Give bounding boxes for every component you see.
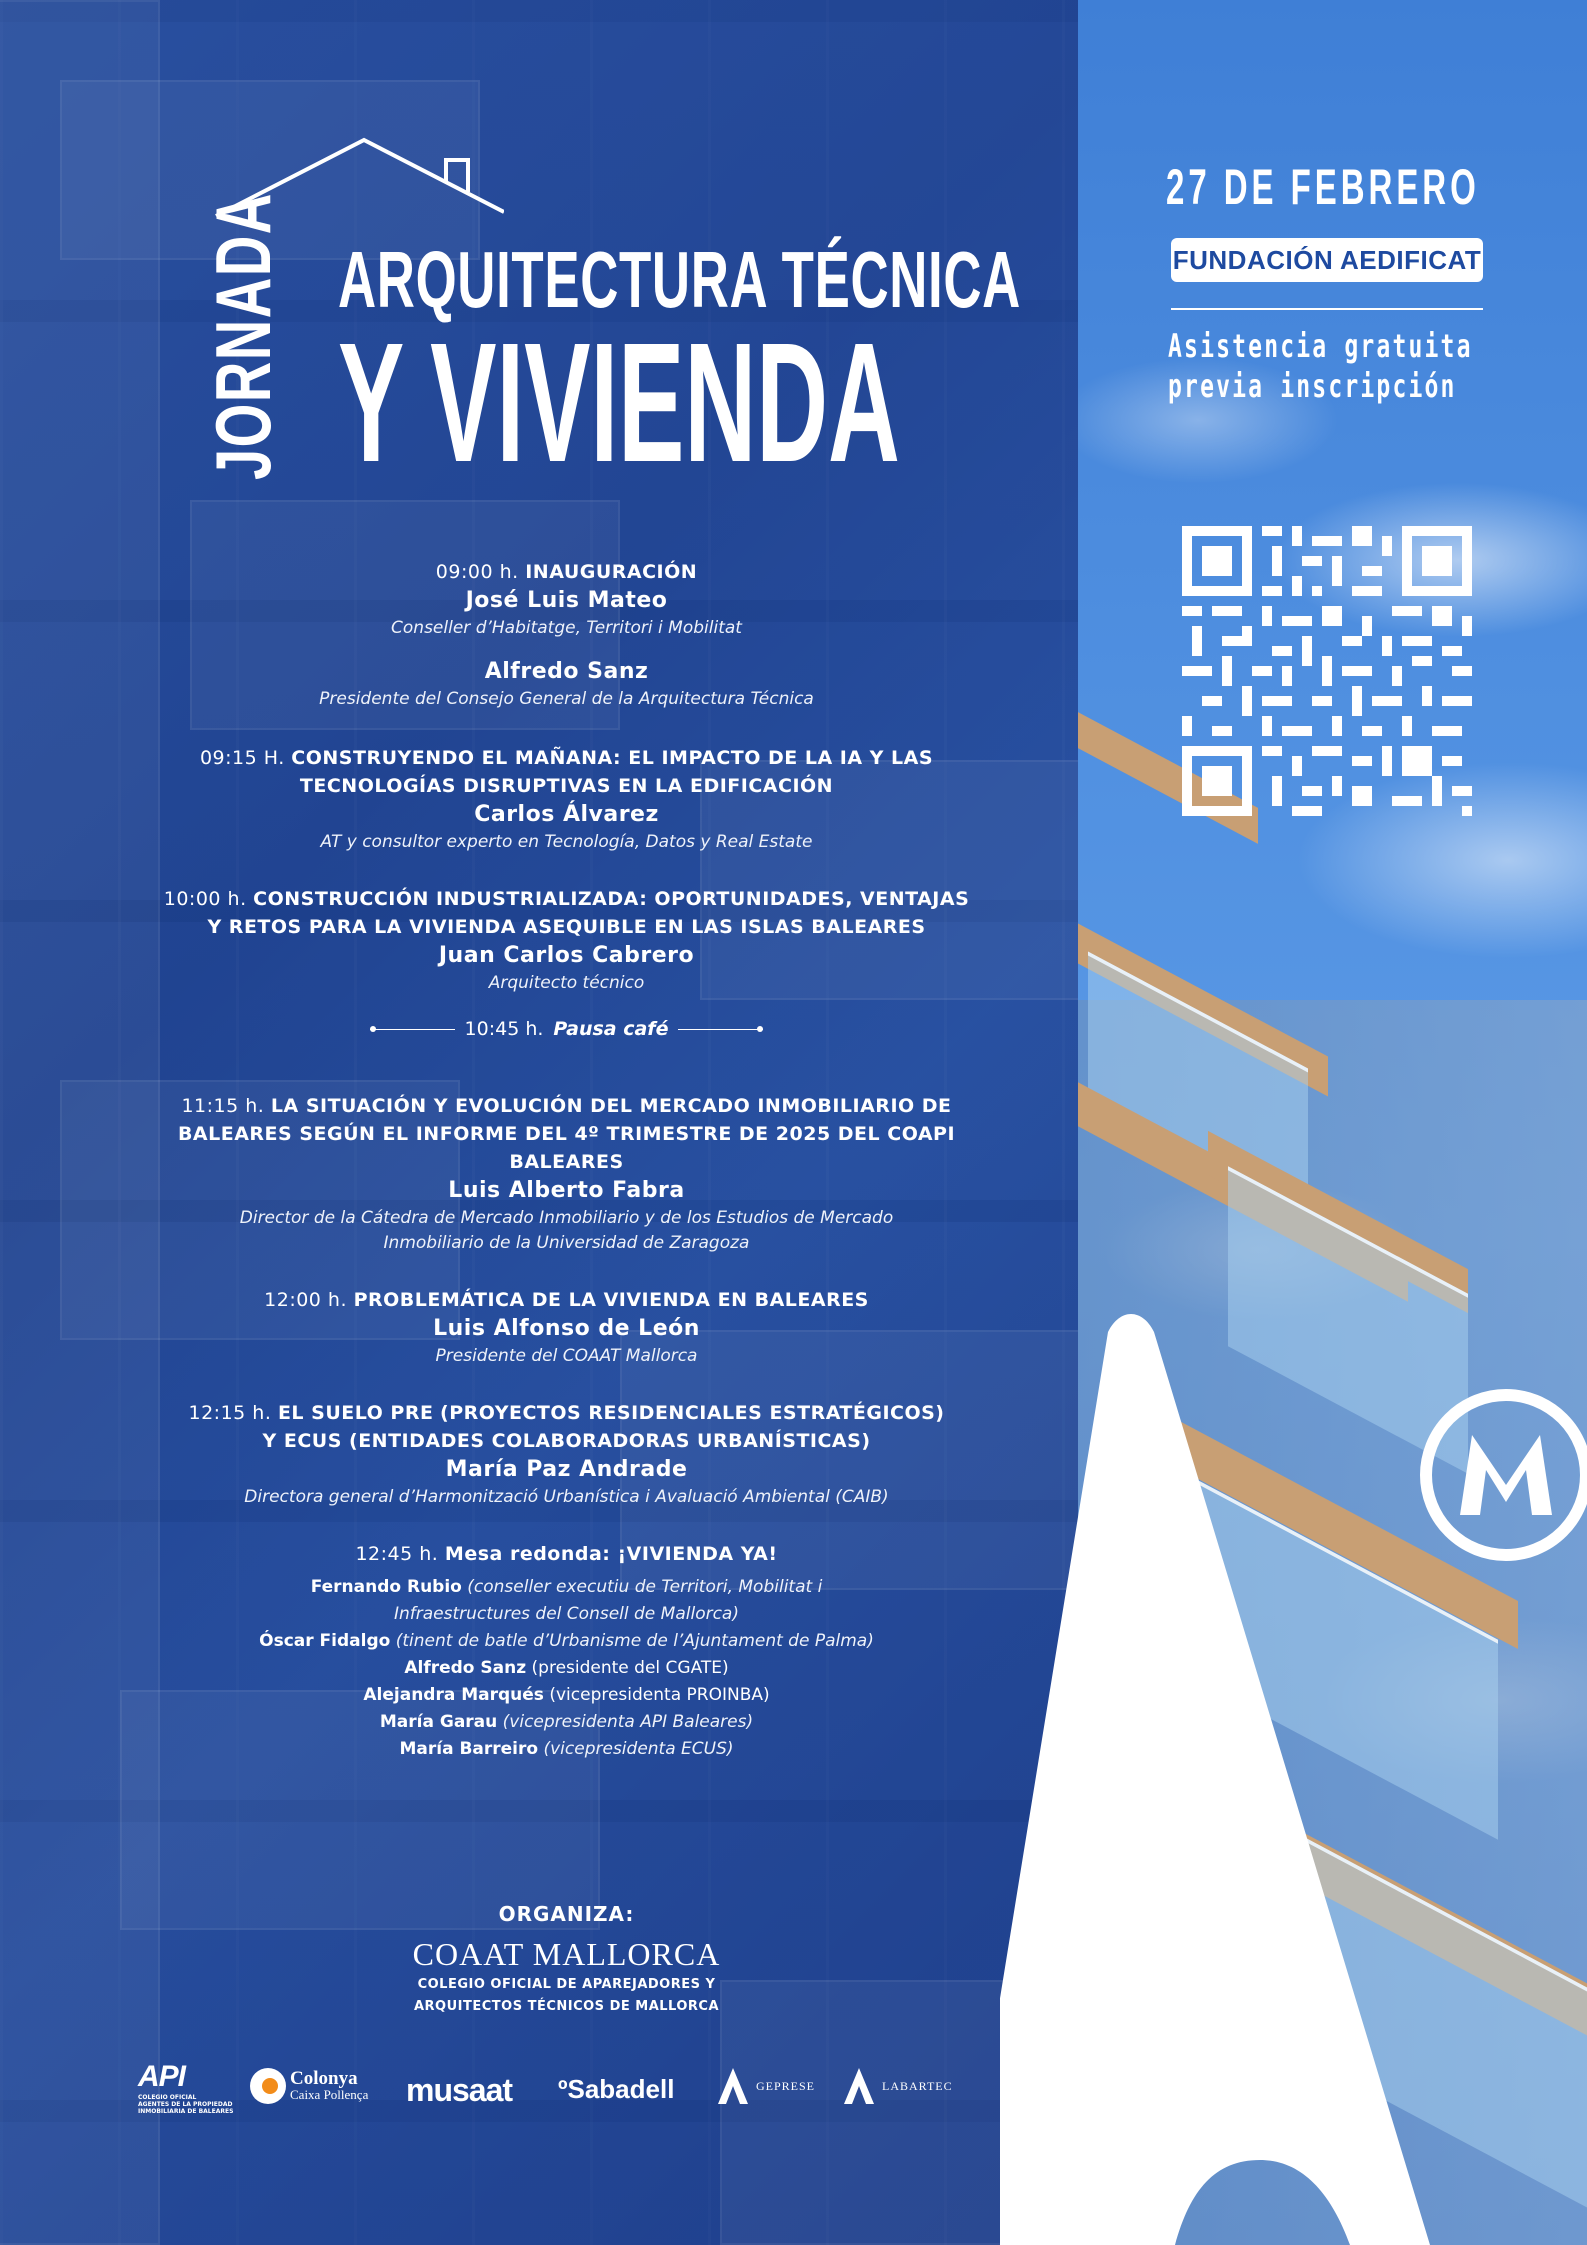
labartec-logo bbox=[842, 2066, 953, 2106]
speaker-name: Alfredo Sanz bbox=[484, 659, 649, 684]
venue-badge: FUNDACIÓN AEDIFICAT bbox=[1171, 238, 1483, 282]
speaker-name: Juan Carlos Cabrero bbox=[438, 943, 695, 968]
panelist bbox=[110, 1682, 1023, 1709]
session-time: 09:00 h. bbox=[435, 561, 519, 583]
event-date bbox=[1166, 158, 1496, 218]
api-logo-subtext: COLEGIO OFICIAL bbox=[138, 2094, 197, 2101]
colonya-icon bbox=[250, 2068, 286, 2104]
session-topic: TECNOLOGÍAS DISRUPTIVAS EN LA EDIFICACIÓN bbox=[299, 775, 834, 797]
panelist-role: (tinent de batle d’Urbanisme de l’Ajuntament de Palma) bbox=[395, 1631, 874, 1651]
api-logo-text: API bbox=[138, 2060, 186, 2093]
break-label: Pausa café bbox=[553, 1018, 669, 1040]
geprese-a-icon bbox=[716, 2066, 750, 2106]
session-topic: Mesa redonda: ¡VIVIENDA YA! bbox=[444, 1543, 778, 1565]
registration-line: previa inscripción bbox=[1168, 367, 1457, 405]
divider bbox=[1171, 308, 1483, 310]
panelist-role: (vicepresidenta API Baleares) bbox=[502, 1712, 754, 1732]
session-topic: Y ECUS (ENTIDADES COLABORADORAS URBANÍSTICAS) bbox=[262, 1430, 871, 1452]
organizer-subtitle: ARQUITECTOS TÉCNICOS DE MALLORCA bbox=[413, 1999, 720, 2014]
panelist bbox=[110, 1628, 1023, 1655]
session-time: 09:15 H. bbox=[199, 747, 285, 769]
aedificat-a-logo bbox=[1000, 1310, 1587, 2245]
api-logo-subtext: AGENTES DE LA PROPIEDAD bbox=[138, 2101, 233, 2108]
api-logo-subtext: INMOBILIARIA DE BALEARES bbox=[138, 2108, 234, 2115]
panelist bbox=[110, 1655, 1023, 1682]
break-time: 10:45 h. bbox=[464, 1018, 544, 1040]
colonya-logo-subtext: Caixa Pollença bbox=[290, 2087, 369, 2102]
session-time: 10:00 h. bbox=[163, 888, 247, 910]
geprese-logo bbox=[716, 2066, 815, 2106]
speaker-role: Arquitecto técnico bbox=[488, 973, 645, 993]
speaker-name: Luis Alfonso de León bbox=[433, 1316, 700, 1341]
session-ia bbox=[110, 744, 1023, 855]
speaker-role: Presidente del COAAT Mallorca bbox=[435, 1346, 698, 1366]
panelist-name: Alejandra Marqués bbox=[363, 1685, 544, 1705]
panelist-name: Fernando Rubio bbox=[310, 1577, 462, 1597]
organizer-label: ORGANIZA: bbox=[498, 1902, 635, 1926]
speaker-role: Conseller d’Habitatge, Territori i Mobilitat bbox=[391, 618, 742, 638]
speaker-role: Presidente del Consejo General de la Arquitectura Técnica bbox=[319, 689, 814, 709]
session-topic: (PROYECTOS RESIDENCIALES ESTRATÉGICOS) bbox=[440, 1402, 945, 1424]
musaat-logo: musaat bbox=[406, 2072, 513, 2108]
colonya-logo bbox=[250, 2068, 368, 2104]
coffee-break bbox=[110, 1018, 1023, 1040]
panelist-role: Infraestructures del Consell de Mallorca) bbox=[394, 1604, 739, 1624]
geprese-logo-text: GEPRESE bbox=[756, 2078, 816, 2093]
session-market bbox=[110, 1092, 1023, 1256]
session-topic: CONSTRUCCIÓN INDUSTRIALIZADA: OPORTUNIDADES, VENTAJAS bbox=[253, 888, 970, 910]
session-round-table bbox=[110, 1540, 1023, 1763]
labartec-logo-text: LABARTEC bbox=[882, 2078, 953, 2093]
session-topic: BALEARES bbox=[509, 1151, 624, 1173]
panelist-name: Alfredo Sanz bbox=[404, 1658, 527, 1678]
panelist-list bbox=[110, 1574, 1023, 1763]
session-time: 12:45 h. bbox=[355, 1543, 439, 1565]
title-line-1: ARQUITECTURA TÉCNICA bbox=[338, 235, 1021, 324]
organizer-subtitle: COLEGIO OFICIAL DE APAREJADORES Y bbox=[417, 1977, 716, 1992]
registration-line: Asistencia gratuita bbox=[1168, 327, 1473, 365]
speaker-role: Director de la Cátedra de Mercado Inmobiliario y de los Estudios de Mercado bbox=[239, 1208, 894, 1228]
speaker-role: AT y consultor experto en Tecnología, Datos y Real Estate bbox=[320, 832, 813, 852]
organizer-logo-text: COAAT MALLORCA bbox=[412, 1936, 721, 1972]
registration-qr-code[interactable] bbox=[1182, 526, 1472, 816]
api-logo bbox=[138, 2060, 234, 2115]
speaker-name: Luis Alberto Fabra bbox=[448, 1178, 685, 1203]
session-topic: INAUGURACIÓN bbox=[525, 561, 698, 583]
panelist-role: (presidente del CGATE) bbox=[531, 1658, 729, 1678]
jornada-label: JORNADA bbox=[199, 192, 287, 480]
session-topic: BALEARES SEGÚN EL INFORME DEL 4º TRIMESTRE DE 2025 DEL COAPI bbox=[177, 1123, 956, 1145]
panelist bbox=[110, 1574, 1023, 1601]
session-time: 11:15 h. bbox=[181, 1095, 265, 1117]
session-topic: LA SITUACIÓN Y EVOLUCIÓN DEL MERCADO INMOBILIARIO DE bbox=[270, 1095, 952, 1117]
session-industrialized bbox=[110, 885, 1023, 996]
speaker-name: José Luis Mateo bbox=[465, 588, 668, 613]
session-pre-ecus bbox=[110, 1399, 1023, 1510]
speaker-role: Inmobiliario de la Universidad de Zaragoza bbox=[383, 1233, 750, 1253]
panelist-role: (conseller executiu de Territori, Mobilitat i bbox=[467, 1577, 823, 1597]
session-topic: PROBLEMÁTICA DE LA VIVIENDA EN BALEARES bbox=[353, 1289, 869, 1311]
organizer-block bbox=[110, 1902, 1023, 2017]
panelist-name: María Garau bbox=[379, 1712, 498, 1732]
event-date-text: 27 DE FEBRERO bbox=[1166, 159, 1480, 215]
sabadell-logo: ºSabadell bbox=[558, 2074, 675, 2104]
panelist-name: María Barreiro bbox=[399, 1739, 539, 1759]
sponsor-logos bbox=[0, 2060, 1078, 2120]
speaker-name: María Paz Andrade bbox=[445, 1457, 688, 1482]
divider bbox=[370, 1029, 455, 1030]
panelist bbox=[110, 1709, 1023, 1736]
session-opening bbox=[110, 558, 1023, 712]
divider bbox=[678, 1029, 763, 1030]
panelist-role: (vicepresidenta PROINBA) bbox=[549, 1685, 770, 1705]
panelist-role: (vicepresidenta ECUS) bbox=[543, 1739, 734, 1759]
session-time: 12:15 h. bbox=[188, 1402, 272, 1424]
speaker-role: Directora general d’Harmonització Urbanística i Avaluació Ambiental (CAIB) bbox=[244, 1487, 889, 1507]
session-housing-problem bbox=[110, 1286, 1023, 1369]
program-list bbox=[110, 558, 1023, 1785]
speaker-name: Carlos Álvarez bbox=[474, 802, 659, 827]
session-time: 12:00 h. bbox=[264, 1289, 348, 1311]
panelist bbox=[110, 1601, 1023, 1628]
panelist bbox=[110, 1736, 1023, 1763]
session-topic: Y RETOS PARA LA VIVIENDA ASEQUIBLE EN LAS ISLAS BALEARES bbox=[207, 916, 926, 938]
session-topic: EL SUELO PRE bbox=[277, 1402, 434, 1424]
colonya-logo-text: Colonya bbox=[290, 2068, 358, 2089]
title-line-2: Y VIVIENDA bbox=[338, 308, 900, 498]
registration-note bbox=[1168, 326, 1485, 406]
panelist-name: Óscar Fidalgo bbox=[259, 1631, 391, 1651]
labartec-a-icon bbox=[842, 2066, 876, 2106]
session-topic: CONSTRUYENDO EL MAÑANA: EL IMPACTO DE LA IA Y LAS bbox=[291, 747, 934, 769]
